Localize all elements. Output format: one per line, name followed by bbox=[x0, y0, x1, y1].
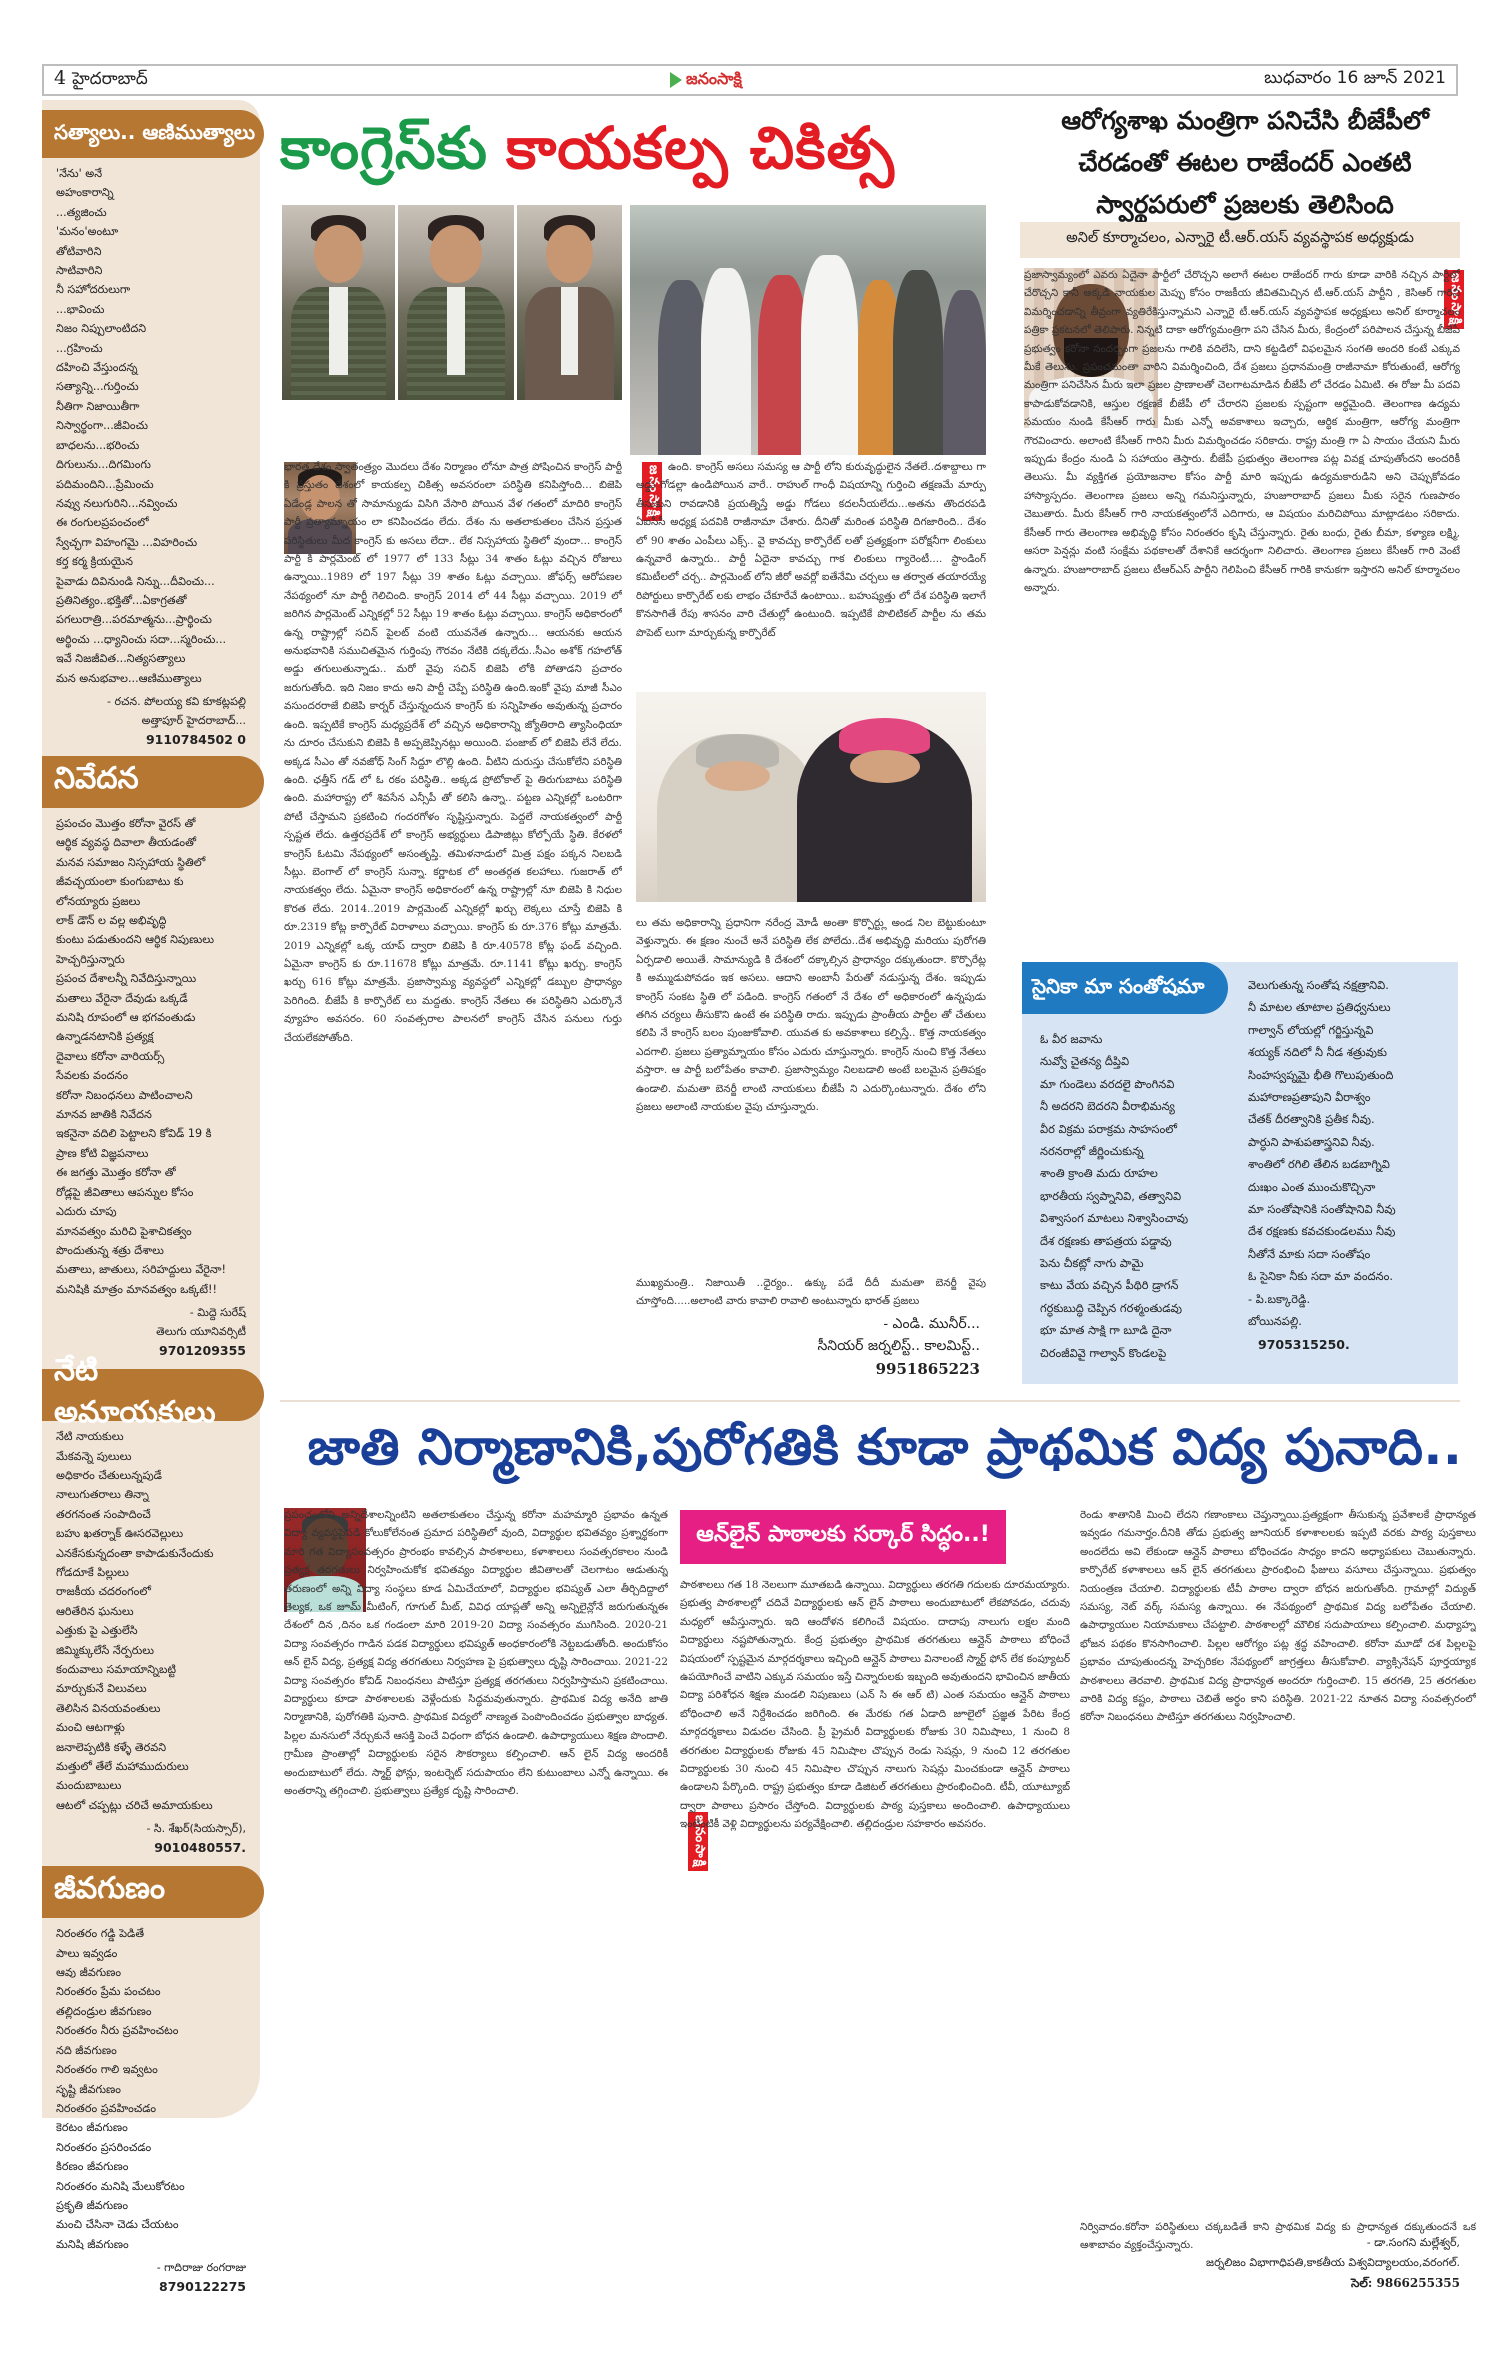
poem-line: పదిమందిని...ప్రేమించు bbox=[56, 477, 154, 491]
header-left bbox=[54, 67, 148, 93]
poem-line: రోడ్లపై జీవితాలు ఆపన్నుల కోసం bbox=[56, 1185, 194, 1199]
poem-line: నువ్వో చైతన్య దీప్తివి bbox=[1040, 1054, 1130, 1069]
rally-photo bbox=[630, 205, 986, 455]
poem-line: వెలుగుతున్న సంతోష నక్షత్రానివి. bbox=[1248, 978, 1389, 992]
poem-line: తెలిసిన వినయవంతులు bbox=[56, 1701, 161, 1715]
edition-name: హైదరాబాద్ bbox=[72, 69, 148, 89]
poem-author: - సి. శేఖర్(సియస్సార్), bbox=[146, 1822, 246, 1836]
sainika-poem-col1 bbox=[1040, 1028, 1188, 1364]
etala-headline: ఆరోగ్యశాఖ మంత్రిగా పనిచేసి బీజేపీలో చేరడంతో ఈటల రాజేందర్ ఎంతటి స్వార్థపరులో ప్రజలకు తెలిసింది bbox=[1061, 106, 1429, 219]
poem-body bbox=[42, 808, 260, 1303]
poem-line: కుంటు పడుతుందని ఆర్థిక నిపుణులు bbox=[56, 933, 214, 947]
poem-line: సత్యాన్ని...గుర్తించు bbox=[56, 380, 139, 394]
poem-line: హెచ్చరిస్తున్నారు bbox=[56, 952, 125, 966]
poem-line: పెను చీకట్లో నాగు పామై bbox=[1040, 1256, 1144, 1271]
poem-line: మానవత్వం మరిచి పైశాచికత్వం bbox=[56, 1224, 192, 1238]
poem-line: గర్ధకుబుద్ధి చెప్పిన గరళ్మంతుడవు bbox=[1040, 1300, 1182, 1315]
poem-line: లాక్ డౌన్ ల వల్ల అభివృద్ధి bbox=[56, 914, 167, 927]
page-header bbox=[42, 64, 1458, 96]
poem-line: ...త్యజించు bbox=[56, 205, 107, 219]
education-col2: పాఠశాలలు గత 18 నెలలుగా మూతబడి ఉన్నాయి. విద్యార్థులు తరగతి గదులకు దూరమయ్యారు. ప్రభుత్వ పాఠశాలల్లో చదివే విద్యార్థులకు ఆన్ లైన్ పాఠాలు అందుబాటులో లేకపోవడం, చదువు మధ్యలో ఆపేస్తున్నారు. ఇది ఆందోళన కలిగించే విషయం. దాదాపు నాలుగు లక్షల మంది విద్యార్థులు నష్టపోతున్నారు. కేంద్ర ప్రభుత్వం ప్రాథమిక తరగతులు ఆన్లైన్ పాఠాలు బోధించే విషయంలో స్పష్టమైన మార్గదర్శకాలు ఇచ్చింది ఆన్లైన్ పాఠాలు వినాలంటే స్మార్ట్ ఫోన్ లేక కంప్యూటర్ ఉపయోగించే వాటిని ఎక్కువ సమయం ఇస్తే చిన్నారులకు ఇబ్బంది అవుతుందని భావించిన జాతీయ విద్యా పరిశోధన శిక్షణ మండలి నిపుణులు (ఎన్ సి ఈ ఆర్ టి) ఎంత సమయం ఆన్లైన్ పాఠాలు బోధించాలి అనే నిర్దేశించడం జరిగింది. ఈ మేరకు గత ఏడాది జూలైలో ప్రజ్ఞత పేరిట కేంద్ర మార్గదర్శకాలు విడుదల చేసింది. ప్రీ ప్రైమరీ విద్యార్థులకు రోజుకు 30 నిమిషాలు, 1 నుంచి 8 తరగతుల విద్యార్థులకు రోజుకు 45 నిమిషాల చొప్పున రెండు సెషన్లు, 9 నుంచి 12 తరగతుల విద్యార్థులకు 30 నుంచి 45 నిమిషాల చొప్పున నాలుగు సెషన్లు మించకుండా ఆన్లైన్ పాఠాలు ఉండాలని పేర్కొంది. రాష్ట్ర ప్రభుత్వం కూడా డిజిటల్ తరగతులు ప్రారంభించింది. టీవీ, యూట్యూబ్ ద్వారా పాఠాలు ప్రసారం చేస్తోంది. విద్యార్థులకు పాఠ్య పుస్తకాలు అందించాలి. ఉపాధ్యాయులు ఇంటింటికీ వెళ్లి విద్యార్థులను పర్యవేక్షించాలి. తల్లిదండ్రుల సహకారం అవసరం. bbox=[680, 1579, 1070, 1831]
poem-line: దేశ రక్షణకు తాపత్రయ పడ్డావు bbox=[1040, 1233, 1172, 1248]
education-col3: రెండు శాతానికి మించి లేదని గణాంకాలు చెప్తున్నాయి.ప్రత్యక్షంగా తీసుకున్న ప్రవేశాలకే ప్రాధాన్యత ఇవ్వడం గమనార్హం.దీనికి తోడు ప్రభుత్వ జూనియర్ కళాశాలలకు ఇప్పటి వరకు పాఠ్య పుస్తకాలు అందలేదు అవి లేకుండా ఆన్లైన్ పాఠాలు బోధించడం సాధ్యం కాదని అధ్యాపకులు చెబుతున్నారు. కార్పొరేట్ కళాశాలలు ఆన్ లైన్ తరగతులు ప్రారంభించి ఫీజులు వసూలు చేస్తున్నాయి. ప్రభుత్వం నియంత్రణ చేయాలి. విద్యార్థులకు టీవీ పాఠాల ద్వారా బోధన జరుగుతోంది. గ్రామాల్లో విద్యుత్ సమస్య, నెట్ వర్క్ సమస్య ఉన్నాయి. ఈ నేపథ్యంలో ప్రాథమిక విద్య బలోపేతం చేయాలి. ఉపాధ్యాయుల నియామకాలు చేపట్టాలి. పాఠశాలల్లో మౌలిక సదుపాయాలు కల్పించాలి. మధ్యాహ్న భోజన పథకం కొనసాగించాలి. పిల్లల ఆరోగ్యం పట్ల శ్రద్ధ వహించాలి. కరోనా మూడో దశ పిల్లలపై ప్రభావం చూపుతుందన్న హెచ్చరికల నేపథ్యంలో జాగ్రత్తలు తీసుకోవాలి. వ్యాక్సినేషన్ పూర్తయ్యాక పాఠశాలలు తెరవాలి. ప్రాథమిక విద్య ప్రాధాన్యత అందరూ గుర్తించాలి. 15 తరగతి, 25 తరగతుల వారికి విద్య కష్టం, పాఠాలు చెబితే అర్థం కాని పరిస్థితి. 2021-22 నూతన విద్యా సంవత్సరంలో కరోనా నిబంధనలు పాటిస్తూ తరగతులు నిర్వహించాలి. bbox=[1080, 1509, 1476, 1724]
poem-line: పాలు ఇవ్వడం bbox=[56, 1946, 118, 1960]
poem-line: మతాలు, జాతులు, సరిహద్దులు వేరైనా! bbox=[56, 1263, 227, 1277]
logo-text: జనంసాక్షి bbox=[686, 68, 742, 88]
poem-line: మన అనుభవాల...ఆణిముత్యాలు bbox=[56, 671, 202, 685]
congress-article-continued: ఉంది. కాంగ్రెస్ అసలు సమస్య ఆ పార్టీ లోని కురువృద్ధులైన నేతలే..దశాబ్దాలు గా అడ్డు గోడల్లా ఉండిపోయిన వారే.. రాహుల్ గాంధీ విషయాన్ని గుర్తించి తక్షణమే మార్పు తీసుకుని రావడానికి ప్రయత్నిస్తే అడ్డు గోడలు కదలనీయలేదు...అతను తొందరపడి ఏఐసీసీ అధ్యక్ష పదవికి రాజీనామా చేశారు. దీనితో మరింత పరిస్థితి దిగజారింది.. దేశం లో 90 శాతం ఎంపీలు ఎక్స్.. వై కావచ్చు కార్పొరేట్ లతో ప్రత్యక్షంగా పరోక్షనీగా లింకులు ఉన్నవారే ఉన్నారు.. పార్టీ ఏదైనా కావచ్చు గాక లింకులు గ్యారెంటీ.... స్టాండింగ్ కమిటీలలో చర్చ.. పార్లమెంట్ లోని జీరో అవర్లో ఐతేనేమి చర్చలు ఆ తర్వాత తయారయ్యే రిపోర్టులు కార్పొరేట్ లకు లాభం చేకూరేవే ఉంటాయి.. బహుష్యత్తు లో దేశ పరిస్థితి ఇలాగే కొనసాగితే రేపు శాసనం వారి చేతుల్లో ఉంటుంది. ఇప్పటికే పొలిటికల్ పార్టీల ను తమ పొపెట్ లుగా మార్చుకున్న కార్పొరేట్ bbox=[636, 461, 986, 639]
poem-line: మత్తులో తేలే మహాముదురులు bbox=[56, 1760, 189, 1774]
poem-line: కిరణం జీవగుణం bbox=[56, 2160, 129, 2174]
poem-line: ఆటలో చప్పట్లు చరిచే అమాయకులు bbox=[56, 1798, 213, 1812]
poem-line: సింహస్వప్నమై భీతి గొలుపుతుంది bbox=[1248, 1067, 1394, 1082]
section-divider bbox=[280, 1400, 1460, 1402]
poem-author-phone: 8790122275 bbox=[159, 2279, 246, 2295]
poem-line: దుఃఖం ఎంత ముంచుకొచ్చినా bbox=[1248, 1179, 1376, 1194]
poem-line: నిరంతరం గాలి ఇవ్వటం bbox=[56, 2063, 158, 2077]
poem-line: ఎదురు చూపు bbox=[56, 1205, 117, 1219]
poem-title: సత్యాలు.. ఆణిముత్యాలు bbox=[42, 110, 264, 158]
poem-line: కర్త కర్మ క్రియయైన bbox=[56, 555, 134, 569]
poem-line: ఈ జగత్తు మొత్తం కరోనా తో bbox=[56, 1166, 176, 1180]
poem-line: ప్రపంచ దేశాలన్నీ నివేదిస్తున్నాయి bbox=[56, 972, 197, 986]
poem-line: మేకవన్నె పులులు bbox=[56, 1449, 132, 1463]
poem-line: మంచి ఆటగాళ్లు bbox=[56, 1721, 125, 1735]
education-col1: ప్రపంచంలోని అన్నిదేశాలన్నింటిని అతలాకుతలం చేస్తున్న కరోనా మహమ్మారి ప్రభావం ఉన్నత విద్యా వ్యవస్థపైపడి కోలుకోలేనంత ప్రమాద పరిస్థితిలో వుంది, విద్యార్థుల భవితవ్యం ప్రశ్నార్థకంగా మారి గత విద్యాసంవత్సరం ప్రారంభం కావల్సిన పాఠశాలలు, కళాశాలలు సంవత్సరకాలం నుండి ప్రత్యక్ష తరగతులు నిర్వహించుకోక భవితవ్యం విద్యార్థుల జీవితాలతో చెలగాటం ఆడుతున్న తరుణంలో అన్ని విద్యా సంస్థలు కూడ ఏమిచేయాలో, విద్యార్థుల భవిష్యత్ ఎలా తీర్చిదిద్దాలో తెల్యక, ఒక జూమ్ మీటింగ్, గూగుల్ మీట్, వివిధ యాప్లతో అన్ని అన్నిలైన్లోనే జరుగుతున్నఈ దేశంలో దిన ,దినం ఒక గండంలా మారి 2019-20 విద్యా సంవత్సరం ముగిసింది. 2020-21 విద్యా సంవత్సరం గాడిన పడక విద్యార్థులు భవిష్యత్ అంధకారంలోకి నెట్టబడుతోంది. అందుకోసం ఆన్ లైన్ విద్య, ప్రత్యక్ష విద్య తరగతులు నిర్వహణ పై ప్రభుత్వాలు దృష్టి సారించాయి. 2021-22 విద్యా సంవత్సరం కోవిడ్ నిబంధనలు పాటిస్తూ ప్రత్యక్ష తరగతులు నిర్వహిస్తామని ప్రకటించాయి. విద్యార్థులు కూడా పాఠశాలలకు వెళ్లేందుకు సిద్ధమవుతున్నారు. ప్రాథమిక విద్య అనేది జాతి నిర్మాణానికి, పురోగతికి పునాది. ప్రాథమిక విద్యలో నాణ్యత పెంపొందించడం ప్రభుత్వాల బాధ్యత. పిల్లల మనసులో నేర్చుకునే ఆసక్తి పెంచే విధంగా బోధన ఉండాలి. ఉపాధ్యాయులు శిక్షణ పొందాలి. గ్రామీణ ప్రాంతాల్లో విద్యార్థులకు సరైన సౌకర్యాలు కల్పించాలి. ఆన్ లైన్ విద్య అందరికీ అందుబాటులో లేదు. స్మార్ట్ ఫోన్లు, ఇంటర్నెట్ సదుపాయం లేని కుటుంబాలు ఎన్నో ఉన్నాయి. ఈ అంతరాన్ని తగ్గించాలి. ప్రభుత్వాలు ప్రత్యేక దృష్టి సారించాలి. bbox=[284, 1509, 668, 1798]
poem-line: నీతిగా నిజాయితీగా bbox=[56, 399, 140, 413]
poem-line: సృష్టి జీవగుణం bbox=[56, 2082, 121, 2096]
poem-line: నిరంతరం ప్రేమ పంచటం bbox=[56, 1985, 161, 1999]
sainika-poem-box bbox=[1022, 962, 1458, 1384]
poem-line: కాటు వేయ వచ్చిన పీథిరి డ్రాగన్ bbox=[1040, 1278, 1179, 1293]
poem-body bbox=[42, 1421, 260, 1819]
poem-line: పగలురాత్రి...పరమాత్మను...ప్రార్థించు bbox=[56, 613, 212, 627]
page-number: 4 bbox=[54, 67, 67, 89]
poem-author-phone: 9701209355 bbox=[159, 1343, 246, 1359]
poem-line: కెరటం జీవగుణం bbox=[56, 2121, 128, 2135]
poem-line: జనాలెప్పటికి కళ్ళే తెరవని bbox=[56, 1740, 167, 1754]
poem-line: 'నేను' అనే bbox=[56, 167, 103, 180]
poetry-sidebar bbox=[42, 100, 260, 2295]
janamsakshi-badge: జనంసాక్షి bbox=[1444, 270, 1464, 329]
poem-line: పొందుతున్న శత్రు దేశాలు bbox=[56, 1243, 164, 1257]
poem-line: దహించి వేస్తుందన్న bbox=[56, 361, 138, 375]
poem-line: నిరంతరం గడ్డి పెడితే bbox=[56, 1927, 145, 1941]
poem-line: నిరంతరం మనిషి మేలుకోరటం bbox=[56, 2179, 185, 2193]
poem-line: కరోనా నిబంధనలు పాటించాలని bbox=[56, 1088, 193, 1102]
poem-line: అహంకారాన్ని bbox=[56, 186, 114, 200]
congress-headline bbox=[280, 115, 1000, 195]
headline-part-green: కాంగ్రెస్‌కు bbox=[280, 113, 488, 182]
education-author-phone: సెల్: 9866255355 bbox=[1350, 2276, 1460, 2290]
newspaper-logo bbox=[670, 69, 742, 92]
poem-line: జిమ్మిక్కులేసే నేర్పరులు bbox=[56, 1643, 155, 1657]
poem-author: - రచన. పోలయ్య కవి కూకట్లపల్లి bbox=[107, 694, 246, 708]
poem-line: విశ్వాసంగ మాటలు నిశ్వాసించావు bbox=[1040, 1211, 1189, 1226]
poem-line: ఓ వీర జవాను bbox=[1040, 1032, 1103, 1046]
poem-body bbox=[42, 1918, 260, 2258]
leader-photo-3 bbox=[517, 205, 622, 400]
poem-line: మనిషికి మాత్రం మానవత్వం ఒక్కటే!! bbox=[56, 1282, 217, 1296]
poem-author-phone: 9010480557. bbox=[154, 1840, 246, 1856]
poem-line: గోడదూకే పిల్లులు bbox=[56, 1565, 129, 1579]
poem-line: నిరంతరం నీరు ప్రవహించటం bbox=[56, 2024, 179, 2038]
poem-author-phone: 9110784502 0 bbox=[145, 731, 246, 747]
poem-line: నిరంతరం ప్రవహించడం bbox=[56, 2101, 157, 2115]
logo-play-icon bbox=[670, 72, 682, 88]
poem-body bbox=[42, 158, 260, 692]
poem-line: బహు ఖతర్నాక్ ఊసరవెల్లులు bbox=[56, 1527, 184, 1541]
poem-line: నేటి నాయకులు bbox=[56, 1430, 124, 1444]
poem-line: నిజం నిప్పులాంటిదని bbox=[56, 322, 147, 336]
poem-line: - పి.బక్కారెడ్డి. bbox=[1248, 1291, 1311, 1306]
poem-line: ప్రకృతి జీవగుణం bbox=[56, 2198, 129, 2212]
poem-line: ఓ సైనికా నీకు సదా మా వందనం. bbox=[1248, 1269, 1394, 1284]
poem-line: ప్రతినిత్యం..భక్తితో...ఏకాగ్రతతో bbox=[56, 593, 187, 607]
sainika-poem-title: సైనికా మా సంతోషమా bbox=[1022, 962, 1228, 1014]
poem-line: పార్ధుని పాశుపతాస్త్రనివి నీవు. bbox=[1248, 1134, 1375, 1149]
poem-line: తోటివారిని bbox=[56, 244, 102, 258]
education-author: - డా.సంగని మల్లేశ్వర్, bbox=[1366, 2236, 1460, 2249]
poem-line: ఈ రంగులప్రపంచంలో bbox=[56, 516, 149, 530]
poem-line: నీ సహోదరులుగా bbox=[56, 283, 131, 297]
poem-line: గాల్వాన్ లోయల్లో గర్జిస్తున్నవి bbox=[1248, 1022, 1374, 1037]
poem-line: తల్లిదండ్రుల జీవగుణం bbox=[56, 2004, 152, 2018]
poem-line: నీ మాటల తూటాల ప్రతిధ్వనులు bbox=[1248, 1000, 1391, 1015]
poem-line: ప్రాణ కోటి విజ్ఞపనాలు bbox=[56, 1146, 149, 1160]
online-classes-highlight: ఆన్‌లైన్ పాఠాలకు సర్కార్ సిద్ధం..! bbox=[680, 1510, 1006, 1564]
poem-title: జీవగుణం bbox=[42, 1866, 264, 1918]
poem-line: నవ్వు నలుగురిని...నవ్వించు bbox=[56, 496, 178, 510]
poem-line: మా సంతోషానికి సంతోషానివి నీవు bbox=[1248, 1202, 1396, 1217]
leaders-duo-photo bbox=[636, 692, 986, 902]
poem-line: స్వేచ్ఛగా విహంగమై ...విహరించు bbox=[56, 535, 198, 549]
poem-line: ...గ్రహించు bbox=[56, 341, 103, 355]
congress-article-body: భారత దేశం స్వాతంత్ర్యం మొదలు దేశం నిర్మాణం లోనూ పాత్ర పోషించిన కాంగ్రెస్ పార్టీ కి ప్రస్తుతం దేశంలో కాయకల్ప చికిత్స అవసరంలా పరిస్థితి కనిపిస్తోంది... బిజెపి ఏడేండ్ల పాలన తో సామాన్యుడు విసిగి వేసారి పోయిన వేళ గతంలో మాదిరి కాంగ్రెస్ పార్టీ ప్రత్యామ్నాయం లా కనిపించడం లేదు. దేశం ను అతలాకుతలం చేసిన ప్రస్తుత పరిస్థితులు మీద కాంగ్రెస్ కు అసలు లేదా.. లేక నిస్సహాయ స్థితిలో వుందా... కాంగ్రెస్ పార్టీ కి పార్లమెంట్ లో 1977 లో 133 సీట్లు 34 శాతం ఓట్లు వచ్చిన రోజులు ఉన్నాయి..1989 లో 197 సీట్లు 39 శాతం ఓట్లు వచ్చాయి. జోఫర్స్ ఆరోపణల నేపథ్యంలో నూ పార్టీ గెలిచింది. కాంగ్రెస్ 2014 లో 44 సీట్లు వచ్చాయి. 2019 లో జరిగిన పార్లమెంట్ ఎన్నికల్లో 52 సీట్లు 19 శాతం ఓట్లు వచ్చాయి. కాంగ్రెస్ అధికారంలో ఉన్న రాష్ట్రాల్లో సచిన్ పైలట్ వంటి యువనేత ఉన్నారు... ఆయనకు ఆయన అనుభవానికి సముచితమైన గుర్తింపు గౌరవం నేటికి దక్కలేదు..సీఎం అశోక్ గహలోత్ అడ్డు తగులుతున్నాడు.. మరో వైపు సచిన్ బిజెపి లోకి పోతాడని ప్రచారం జరుగుతోంది. ఇది నిజం కాదు అని పార్టీ చెప్పే పరిస్థితి ఉంది.ఇంకో వైపు మాజీ సీఎం వసుందరరాజే బిజెపి కార్నర్ చేస్తున్నందున కాంగ్రెస్ కు సన్నిహితం అవుతున్న ప్రచారం ఉంది. ఇప్పటికే కాంగ్రెస్ మధ్యప్రదేశ్ లో వచ్చిన అధికారాన్ని జ్యోతిరాది త్యాసింధియా ను దూరం చేసుకుని బిజెపి కి అప్పజెప్పినట్లు అయింది. పంజాబ్ లో బిజెపి లేనే లేదు. అక్కడ సీఎం తో నవజోధ్ సింగ్ సిద్దూ లొల్లి ఉంది. వీటిని దురుస్తు చేసుకోలేని పరిస్థితి ఉంది. ఛత్తీస్ గడ్ లో ఓ రకం పరిస్థితి.. అక్కడ ప్రోటోకాల్ పై తిరుగుబాటు పరిస్థితి ఉంది. మహారాష్ట్ర లో శివసేన ఎన్సీపీ తో కలిసి ఉన్నా.. పట్టణ ఎన్నికల్లో ఒంటరిగా పోటీ చేస్తామని ప్రకటించి గందరగోళం సృష్టిస్తున్నారు. పెద్దలే నాయకత్వంలో పార్టీ స్పష్టత లేదు. ఉత్తరప్రదేశ్ లో కాంగ్రెస్ అభ్యర్థులు డిపాజిట్లు కోల్పోయే స్థితి. కేరళలో కాంగ్రెస్ ఓటమి నేపథ్యంలో అసంతృప్తి. తమిళనాడులో మిత్ర పక్షం పక్కన నిలబడి సీట్లు. బెంగాల్ లో కాంగ్రెస్ సున్నా. కర్ణాటక లో అంతర్గత కలహాలు. గుజరాత్ లో నాయకత్వం లేదు. ఏమైనా కాంగ్రెస్ అధికారంలో ఉన్న రాష్ట్రాల్లో నూ బిజెపి కి నిధుల కొరత లేదు. 2014..2019 పార్లమెంట్ ఎన్నికల్లో ఖర్చు లెక్కలు చూస్తే బిజెపి కి రూ.2319 కోట్ల కార్పొరేట్ విరాళాలు వచ్చాయి. కాంగ్రెస్ కు రూ.376 కోట్లు మాత్రమే. 2019 ఎన్నికల్లో ఒక్క యాప్ ద్వారా బిజెపి కి రూ.40578 కోట్ల ఫండ్ వచ్చింది. ఏమైనా కాంగ్రెస్ కు రూ.11678 కోట్లు మాత్రమే. రూ.1141 కోట్లు ఖర్చు. కాంగ్రెస్ ఖర్చు 616 కోట్లు మాత్రమే. ప్రజాస్వామ్య వ్యవస్థలో ఎన్నికల్లో డబ్బుల ప్రాధాన్యం పెరిగింది. బీజేపీ కి కార్పొరేట్ లు మద్దతు. కాంగ్రెస్ నేతలు ఈ పరిస్థితిని ఎదుర్కొనే వ్యూహం అవసరం. 60 సంవత్సరాల పాలనలో కాంగ్రెస్ చేసిన పనులు గుర్తు చేయలేకపోతోంది. bbox=[284, 461, 622, 1044]
poem-line: దైవాలు కరోనా వారియర్స్ bbox=[56, 1049, 165, 1063]
poem-line: నీతోనే మాకు సదా సంతోషం bbox=[1248, 1246, 1371, 1261]
congress-author: - ఎండి. మునీర్... bbox=[883, 1316, 980, 1332]
poem-line: ప్రపంచం మొత్తం కరోనా వైరస్ తో bbox=[56, 816, 196, 830]
poem-author: - మిద్దె సురేష్ bbox=[189, 1306, 246, 1320]
poem-line: నిస్వార్థంగా...జీవించు bbox=[56, 419, 148, 433]
congress-article-column3: లు తమ అధికారాన్ని ప్రధానిగా నరేంద్ర మోడీ అంతా కొర్పొర్ట్లు అండ నిల బెట్టుకుంటూ వెళ్తున్నారు. ఈ క్షణం నుంచే అనే పరిస్థితి లేక పోలేదు..దేశ అభివృద్ధి మరియు పురోగతి ఏర్పడాలి అయితే. సామాన్యుడి కి దేశంలో దక్కాల్సిన ప్రాధాన్యం దక్కుతుందా. కొర్పొరేట్ల కి అమ్ముడుపోవడం ఇక అసలు. ఆదాని అంబానీ పేరుతో నడుస్తున్న దేశం. ఇప్పుడు కాంగ్రెస్ సంకట స్థితి లో పడింది. కాంగ్రెస్ గతంలో నే దేశం లో అధికారంలో ఉన్నపుడు తగిన చర్యలు తీసుకొని ఉంటే ఈ పరిస్థితి రాదు. ఇప్పుడు ప్రాంతీయ పార్టీల తో చేతులు కలిపి నే కాంగ్రెస్ బలం పుంజుకోవాలి. యువత కు అవకాశాలు కల్పిస్తే.. కొత్త నాయకత్వం ఎదగాలి. ప్రజలు ప్రత్యామ్నాయం కోసం ఎదురు చూస్తున్నారు. కాంగ్రెస్ నుంచి కొత్త నేతలు వస్తారా. ఆ పార్టీ బలోపేతం కావాలి. ప్రజాస్వామ్యం నిలబడాలి అంటే బలమైన ప్రతిపక్షం ఉండాలి. మమతా బెనర్జీ లాంటి నాయకులు బీజేపీ ని ఎదుర్కొంటున్నారు. దేశం లోని ప్రజలు అలాంటి నాయకుల వైపు చూస్తున్నారు. bbox=[636, 917, 986, 1114]
janamsakshi-badge: జనంసాక్షి bbox=[688, 1812, 708, 1871]
poem-line: భారతీయ స్వప్నానివి, తత్వానివి bbox=[1040, 1188, 1182, 1203]
poem-line: చేతక్ దీరత్వానికి ప్రతీక నీవు. bbox=[1248, 1112, 1375, 1127]
poem-line: నరనరాల్లో జీర్ణించుకున్న bbox=[1040, 1144, 1144, 1159]
poem-line: మహారాణప్రతాపుని వీరాశ్వం bbox=[1248, 1090, 1371, 1105]
poem-line: నాలుగుతరాలు తిన్నా bbox=[56, 1488, 149, 1502]
poem-line: చిరంజీవివై గాల్వాన్ కొండలపై bbox=[1040, 1345, 1167, 1360]
poem-line: మానవ జాతికి నివేదన bbox=[56, 1108, 152, 1122]
poem-line: కందువాలు సమాయాన్నిబట్టి bbox=[56, 1663, 176, 1676]
poem-line: మంచి చేసినా చెడు చేయటం bbox=[56, 2218, 179, 2232]
poem-line: సేవలకు వందనం bbox=[56, 1069, 129, 1083]
poem-line: అధికారం చేతులున్నపుడే bbox=[56, 1468, 162, 1482]
congress-author-designation: సీనియర్ జర్నలిస్ట్.. కాలమిస్ట్.. bbox=[817, 1338, 980, 1354]
poem-line: ఆరితేరిన ఘనులు bbox=[56, 1604, 134, 1618]
poem-line: భూ మాత సాక్షి గా బూడి దైనా bbox=[1040, 1323, 1172, 1338]
headline-part-red: కాయకల్ప చికిత్స bbox=[505, 113, 895, 182]
education-closing: నిర్వివాదం.కరోనా పరిస్థితులు చక్కబడితే కాని ప్రాథమిక విద్య కు ప్రాధాన్యత దక్కుతుందనే ఒక ఆశాబావం వ్యక్తంచేస్తున్నారు. bbox=[1080, 2221, 1476, 2252]
poem-line: మా గుండెలు వరదలై పొంగినవి bbox=[1040, 1076, 1175, 1091]
poem-line: మనవ సమాజం నిస్సహాయ స్థితిలో bbox=[56, 855, 206, 869]
poem-line: దిగులును...దిగమింగు bbox=[56, 458, 151, 472]
poem-line: దేశ రక్షణకు కవచకుండలము నీవు bbox=[1248, 1224, 1396, 1239]
poem-author: - గాదిరాజు రంగరాజు bbox=[156, 2261, 246, 2275]
poem-line: ఆవు జీవగుణం bbox=[56, 1966, 122, 1980]
poem-line: ఎనకేసకున్నదంతా కాపాడుకునేందుకు bbox=[56, 1546, 214, 1560]
poem-line: శాంతిలో రగిలి తేలిన బడబాగ్నివి bbox=[1248, 1157, 1390, 1172]
congress-article-closing: ముఖ్యమంత్రి.. నిజాయితీ ..ధైర్యం.. ఉక్కు పడే దీదీ మమతా బెనర్జీ వైపు చూస్తోంది.....అలాంటి వారు కావాలి రావాలి అంటున్నారు భారత్ ప్రజలు bbox=[636, 1277, 986, 1308]
poem-author-place: తెలుగు యూనివర్సిటీ bbox=[156, 1325, 246, 1339]
poem-line: మందుబాబులు bbox=[56, 1779, 122, 1793]
poem-title: నేటి అమాయకులు bbox=[42, 1369, 264, 1421]
etala-subheadline: అనిల్ కూర్మాచలం, ఎన్నారై టీ.ఆర్.యస్ వ్యవస్థాపక అధ్యక్షుడు bbox=[1020, 222, 1460, 258]
poem-line: మనిషి రూపంలో ఆ భగవంతుడు bbox=[56, 1011, 196, 1025]
poem-line: ఇవే నిజజీవిత...నిత్యసత్యాలు bbox=[56, 652, 186, 666]
poem-line: ఇకనైనా వదిలి పెట్టాలని కోవిడ్ 19 కి bbox=[56, 1127, 212, 1141]
poem-line: సాటివారిని bbox=[56, 264, 103, 278]
poem-line: పైవాడు దివినుండి నిన్ను...దీవించు... bbox=[56, 574, 215, 588]
poem-line: ఎత్తుకు పై ఎత్తులేసి bbox=[56, 1624, 138, 1638]
poem-line: వీర విక్రమ పరాక్రమ సాహసంలో bbox=[1040, 1121, 1177, 1136]
poem-line: మనిషి జీవగుణం bbox=[56, 2237, 129, 2251]
poem-line: ...భావించు bbox=[56, 302, 105, 316]
poem-line: అర్థించు ...ధ్యానించు సదా...స్మరించు... bbox=[56, 632, 227, 646]
poem-line: ఉన్నాడనటానికి ప్రత్యక్ష bbox=[56, 1030, 154, 1044]
poem-line: రాజకీయ చదరంగంలో bbox=[56, 1585, 151, 1599]
etala-article-body: ప్రజాస్వామ్యంలో ఎవరు ఏదైనా పార్టీలో చేరొచ్చని అలాగే ఈటల రాజేందర్ గారు కూడా వారికి నచ్చిన పార్టీలో చేరొచ్చని కానీ అక్కడి నాయకుల మెప్పు కోసం రాజకీయ జీవితమిచ్చిన టీ.ఆర్.యస్ పార్టీని , కెసిఆర్ గారిని విమర్శించడాన్ని తీవ్రంగా వ్యతిరేకిస్తున్నామని ఎన్నారై టీ.ఆర్.యస్ వ్యవస్థాపక అధ్యక్షులు అనిల్ కూర్మాచలం పత్రికా ప్రకటనలో తెలిపారు. నిన్నటి దాకా ఆరోగ్యమంత్రిగా పని చేసిన మీరు, కేంద్రంలో పరిపాలన చేస్తున్న బీజేపీ ప్రభుత్వం కరోనా సందర్భంగా ప్రజలను గాలికి వదిలేసి, దాని కట్టడిలో విఫలమైన సంగతి అందరి కంటే ఎక్కువ మీకే తెలుసు. ప్రపంచమంతా వారిని విమర్శించింది, దేశ ప్రజలు ప్రధానమంత్రి రాజీనామా కోరుతుంటే, ఆరోగ్య మంత్రిగా పనిచేసిన మీరు ఇలా ప్రజల ప్రాణాలతో చెలగాటమాడిన బీజేపీ లో చేరడం ఏమిటి. ఈ రోజు మీ పదవి కాపాడుకోవడానికి, ఆస్తుల రక్షణకే బీజేపీ లో చేరారని ప్రజలకు స్పష్టంగా అర్థమైంది. తెలంగాణ ఉద్యమ సమయం నుండి కేసీఆర్ గారు మీకు ఎన్నో అవకాశాలు ఇచ్చారు, ఆర్థిక మంత్రిగా, ఆరోగ్య మంత్రిగా గౌరవించారు. అలాంటి కేసీఆర్ గారిని మీరు విమర్శించడం సరికాదు. రాష్ట్ర మంత్రి గా ఏ సాయం చేయని మీరు ఇప్పుడు కేంద్రం నుండి ఏ సహాయం తెస్తారు. బీజేపీ ప్రభుత్వం తెలంగాణ పట్ల వివక్ష చూపుతోందని అందరికీ తెలుసు. మీ వ్యక్తిగత ప్రయోజనాల కోసం పార్టీ మారి ఇప్పుడు ఉద్యమకారుడిని అని చెప్పుకోవడం హాస్యాస్పదం. తెలంగాణ ప్రజలు అన్ని గమనిస్తున్నారు, హుజూరాబాద్ ప్రజలు మీకు సరైన గుణపాఠం చెబుతారు. మీరు కేసీఆర్ గారి నాయకత్వంలోనే ఎదిగారు, ఆ విషయం మరిచిపోయి మాట్లాడటం సరికాదు. కేసీఆర్ గారు తెలంగాణ అభివృద్ధి కోసం నిరంతరం కృషి చేస్తున్నారు. రైతు బంధు, రైతు బీమా, కళ్యాణ లక్ష్మి, ఆసరా పెన్షన్లు వంటి సంక్షేమ పథకాలతో దేశానికే ఆదర్శంగా నిలిచారు. తెలంగాణ ప్రజలు కేసీఆర్ గారి వెంటే ఉన్నారు. హుజూరాబాద్ ప్రజలు టీఆర్ఎస్ పార్టీని గెలిపించి కేసీఆర్ గారికి కానుకగా ఇస్తారని అనిల్ కూర్మాచలం అన్నారు. bbox=[1024, 269, 1460, 594]
poem-line: మార్చుకునే విలువలు bbox=[56, 1682, 147, 1696]
janamsakshi-badge: జనంసాక్షి bbox=[642, 462, 662, 521]
education-author-designation: జర్నలిజం విభాగాధిపతి,కాకతీయ విశ్వవిద్యాలయం,వరంగల్. bbox=[1206, 2256, 1460, 2269]
poem-line: బోయినపల్లి. bbox=[1248, 1314, 1302, 1329]
poem-author-place: అత్తాపూర్ హైదరాబాద్... bbox=[141, 713, 246, 727]
poem-line: శాంతి క్రాంతి మదు రూహల bbox=[1040, 1166, 1158, 1181]
poem-line: బాధలను...భరించు bbox=[56, 438, 140, 452]
leader-photo-1 bbox=[282, 205, 395, 400]
poem-line: లోనయ్యారు ప్రజలు bbox=[56, 894, 141, 908]
poem-line: నది జీవగుణం bbox=[56, 2043, 117, 2057]
poem-title: నివేదన bbox=[42, 756, 264, 808]
poem-line: శయ్యక్ నదిలో నీ నీడ శత్రువుకు bbox=[1248, 1045, 1387, 1060]
sainika-poem-phone: 9705315250. bbox=[1258, 1337, 1350, 1352]
poem-line: 'మనం'అంటూ bbox=[56, 225, 119, 239]
leader-photo-2 bbox=[398, 205, 514, 400]
sainika-poem-col2 bbox=[1248, 974, 1396, 1333]
poem-line: జీవచ్ఛయంలా కుంగుబాటు కు bbox=[56, 875, 184, 889]
education-headline: జాతి నిర్మాణానికి,పురోగతికి కూడా ప్రాథమిక విద్య పునాది.. bbox=[307, 1418, 1463, 1476]
poem-line: మతాలు వేరైనా దేవుడు ఒక్కడే bbox=[56, 991, 188, 1005]
issue-date: బుధవారం 16 జూన్ 2021 bbox=[1264, 68, 1446, 88]
poem-line: నిరంతరం ప్రసరించడం bbox=[56, 2140, 152, 2154]
poem-line: తరగనంత సంపాదించే bbox=[56, 1507, 151, 1521]
congress-author-phone: 9951865223 bbox=[875, 1360, 980, 1378]
poem-line: ఆర్థిక వ్యవస్థ దివాలా తీయడంతో bbox=[56, 836, 197, 850]
poem-line: నీ అదరని బెదరని వీరాభిమన్య bbox=[1040, 1099, 1175, 1114]
